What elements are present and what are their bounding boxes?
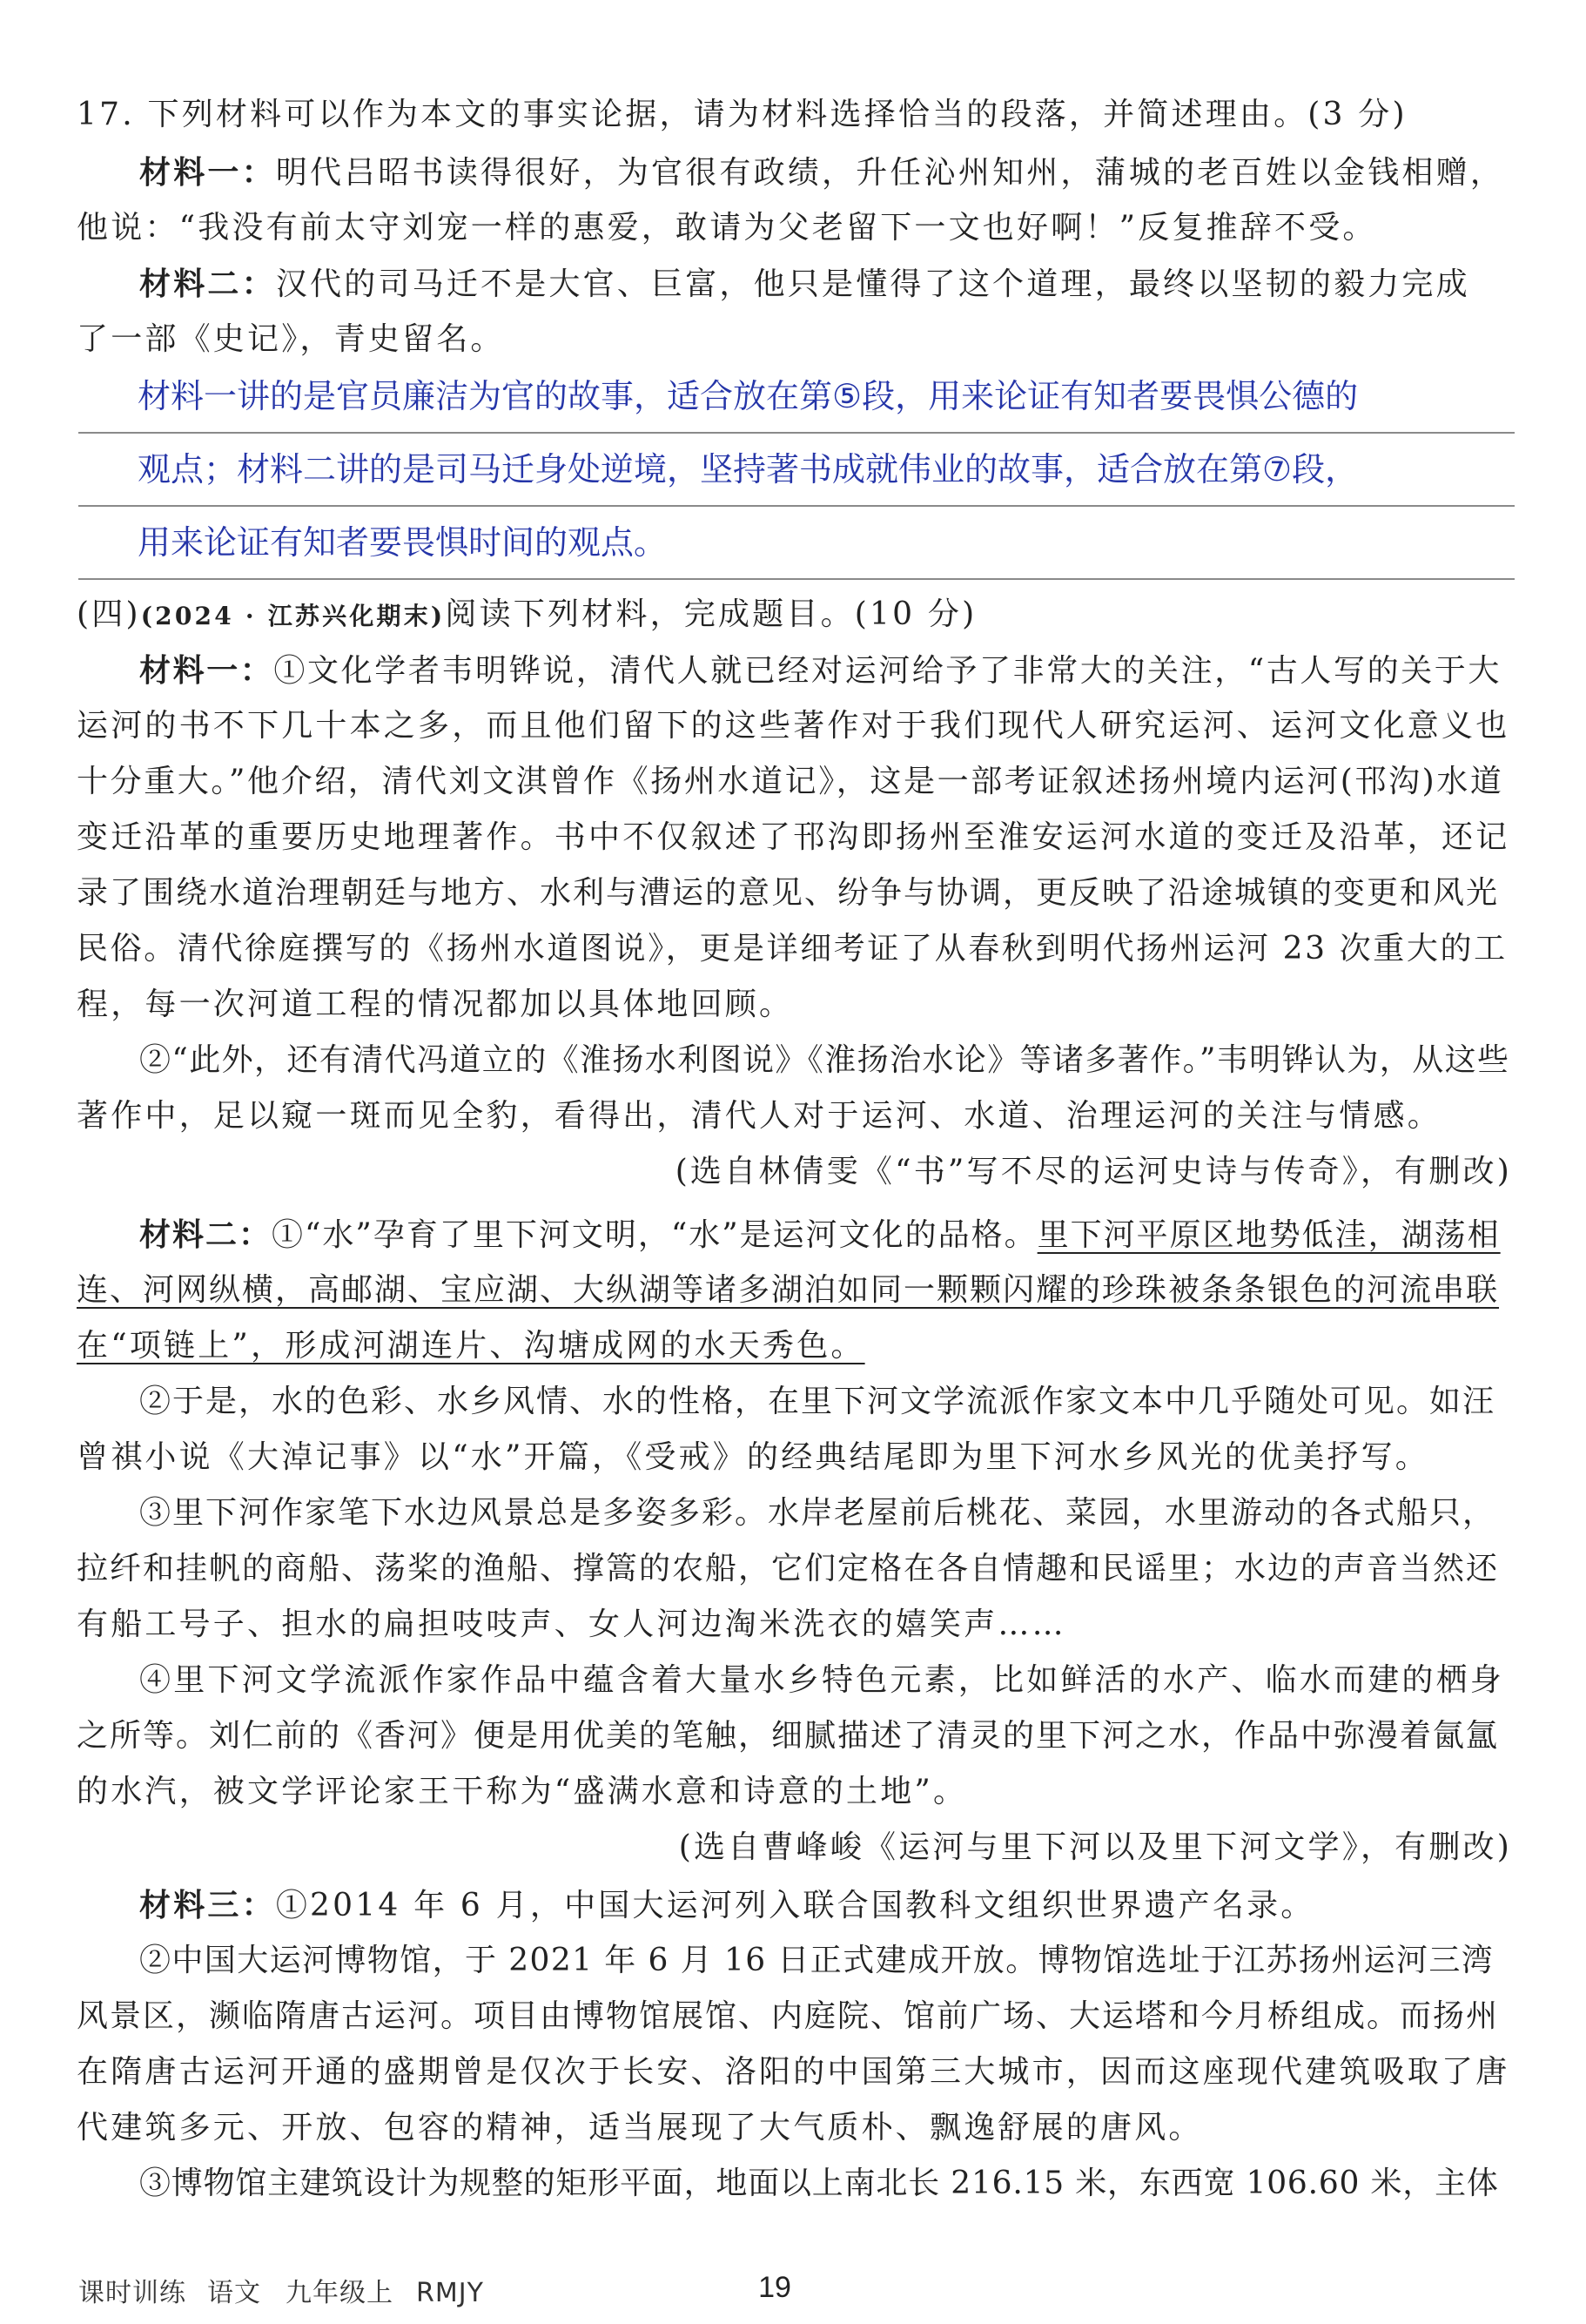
- section-4-header: [77, 594, 1513, 637]
- mat1-line-7: 程，每一次河道工程的情况都加以具体地回顾。: [77, 987, 794, 1022]
- mat1-p2-line-2: 著作中，足以窥一斑而见全豹，看得出，清代人对于运河、水道、治理运河的关注与情感。: [77, 1098, 1442, 1134]
- answer-rule-3: [78, 578, 1515, 580]
- mat2-text-a: ①“水”孕育了里下河文明，“水”是运河文化的品格。: [272, 1217, 1038, 1253]
- page-number: 19: [758, 2271, 791, 2304]
- mat1-text: ①文化学者韦明铧说，清代人就已经对运河给予了非常大的关注，“古人写的关于大: [273, 653, 1502, 689]
- mat2-p3-line-1: ③里下河作家笔下水边风景总是多姿多彩。水岸老屋前后桃花、菜园，水里游动的各式船只，: [139, 1495, 1496, 1531]
- section-4-number: (四): [77, 596, 141, 632]
- mat1-line-5: 录了围绕水道治理朝廷与地方、水利与漕运的意见、纷争与协调，更反映了沿途城镇的变更和风光: [77, 875, 1500, 911]
- mat3-label: 材料三：: [139, 1887, 276, 1923]
- mat2-p3-line-3: 有船工号子、担水的扁担吱吱声、女人河边淘米洗衣的嬉笑声……: [77, 1607, 1066, 1642]
- footer-edition: RMJY: [416, 2278, 484, 2308]
- mat2-line-2: 连、河网纵横，高邮湖、宝应湖、大纵湖等诸多湖泊如同一颗颗闪耀的珍珠被条条银色的河流串联: [77, 1272, 1500, 1308]
- mat2-p4-line-1: ④里下河文学流派作家作品中蕴含着大量水乡特色元素，比如鲜活的水产、临水而建的栖身: [139, 1662, 1505, 1698]
- material-1-text: 明代吕昭书读得很好，为官很有政绩，升任沁州知州，蒲城的老百姓以金钱相赠，: [275, 155, 1505, 191]
- mat2-line-3: 在“项链上”，形成河湖连片、沟塘成网的水天秀色。: [77, 1328, 865, 1364]
- section-4-title: 阅读下列材料，完成题目。(10 分): [445, 596, 978, 632]
- answer-line-2: 观点；材料二讲的是司马迁身处逆境，坚持著书成就伟业的故事，适合放在第⑦段，: [138, 450, 1359, 488]
- material-2-text: 汉代的司马迁不是大官、巨富，他只是懂得了这个道理，最终以坚韧的毅力完成: [275, 266, 1470, 302]
- mat1-p2-line-1: ②“此外，还有清代冯道立的《淮扬水利图说》《淮扬治水论》等诸多著作。”韦明铧认为，从这些: [139, 1042, 1510, 1078]
- mat2-p2-line-2: 曾祺小说《大淖记事》以“水”开篇，《受戒》的经典结尾即为里下河水乡风光的优美抒写。: [77, 1439, 1430, 1475]
- mat1-line-3: 十分重大。”他介绍，清代刘文淇曾作《扬州水道记》，这是一部考证叙述扬州境内运河(邗沟)水道: [77, 764, 1504, 799]
- mat1-line-6: 民俗。清代徐庭撰写的《扬州水道图说》，更是详细考证了从春秋到明代扬州运河 23 次重大的工: [77, 931, 1508, 967]
- answer-line-1: 材料一讲的是官员廉洁为官的故事，适合放在第⑤段，用来论证有知者要畏惧公德的: [138, 377, 1359, 415]
- mat3-p3-line-1: ③博物馆主建筑设计为规整的矩形平面，地面以上南北长 216.15 米，东西宽 106.60 米，主体: [139, 2166, 1499, 2201]
- section-4-source: (2024 · 江苏兴化期末): [140, 602, 446, 630]
- mat2-p2-line-1: ②于是，水的色彩、水乡风情、水的性格，在里下河文学流派作家文本中几乎随处可见。如汪: [139, 1384, 1496, 1419]
- answer-rule-2: [78, 505, 1515, 507]
- material-1-line-2: 他说：“我没有前太守刘宠一样的惠爱，敢请为父老留下一文也好啊！”反复推辞不受。: [77, 210, 1377, 246]
- footer-grade: 九年级上: [286, 2278, 393, 2308]
- mat1-line-4: 变迁沿革的重要历史地理著作。书中不仅叙述了邗沟即扬州至淮安运河水道的变迁及沿革，还记: [77, 819, 1510, 855]
- mat2-source: (选自曹峰峻《运河与里下河以及里下河文学》，有删改): [678, 1829, 1512, 1865]
- answer-line-3: 用来论证有知者要畏惧时间的观点。: [138, 523, 668, 562]
- material-2-label: 材料二：: [139, 266, 276, 302]
- material-1-line-1: [139, 152, 1513, 194]
- material-2-line-1: [139, 263, 1513, 306]
- mat3-p2-line-1: ②中国大运河博物馆，于 2021 年 6 月 16 日正式建成开放。博物馆选址于江苏扬州运河三湾: [139, 1943, 1495, 1978]
- mat1-source: (选自林倩雯《“书”写不尽的运河史诗与传奇》，有删改): [675, 1154, 1512, 1189]
- mat3-p2-line-3: 在隋唐古运河开通的盛期曾是仅次于长安、洛阳的中国第三大城市，因而这座现代建筑吸取了唐: [77, 2054, 1510, 2090]
- footer-subject: 语文: [207, 2278, 261, 2308]
- mat2-text-underlined: 里下河平原区地势低洼，湖荡相: [1037, 1217, 1501, 1253]
- mat2-p4-line-3: 的水汽，被文学评论家王干称为“盛满水意和诗意的土地”。: [77, 1774, 968, 1809]
- mat1-line-2: 运河的书不下几十本之多，而且他们留下的这些著作对于我们现代人研究运河、运河文化意义也: [77, 708, 1510, 744]
- mat2-line-1: [139, 1214, 1513, 1256]
- mat1-line-1: [139, 650, 1513, 692]
- mat1-label: 材料一：: [139, 652, 274, 689]
- mat3-text: ①2014 年 6 月，中国大运河列入联合国教科文组织世界遗产名录。: [275, 1888, 1315, 1923]
- mat2-p3-line-2: 拉纤和挂帆的商船、荡桨的渔船、撑篙的农船，它们定格在各自情趣和民谣里；水边的声音当然还: [77, 1551, 1500, 1586]
- material-1-label: 材料一：: [139, 154, 276, 191]
- answer-rule-1: [78, 432, 1515, 434]
- mat3-line-1: [139, 1884, 1513, 1927]
- question-17-prompt: 17. 下列材料可以作为本文的事实论据，请为材料选择恰当的段落，并简述理由。(3 分): [77, 97, 1408, 132]
- footer-series: 课时训练: [78, 2278, 186, 2308]
- mat2-label: 材料二：: [139, 1216, 272, 1253]
- material-2-line-2: 了一部《史记》，青史留名。: [77, 321, 505, 357]
- mat3-p2-line-4: 代建筑多元、开放、包容的精神，适当展现了大气质朴、飘逸舒展的唐风。: [77, 2110, 1203, 2145]
- mat2-p4-line-2: 之所等。刘仁前的《香河》便是用优美的笔触，细腻描述了清灵的里下河之水，作品中弥漫着氤氲: [77, 1718, 1500, 1754]
- mat3-p2-line-2: 风景区，濒临隋唐古运河。项目由博物馆展馆、内庭院、馆前广场、大运塔和今月桥组成。而扬州: [77, 1998, 1500, 2034]
